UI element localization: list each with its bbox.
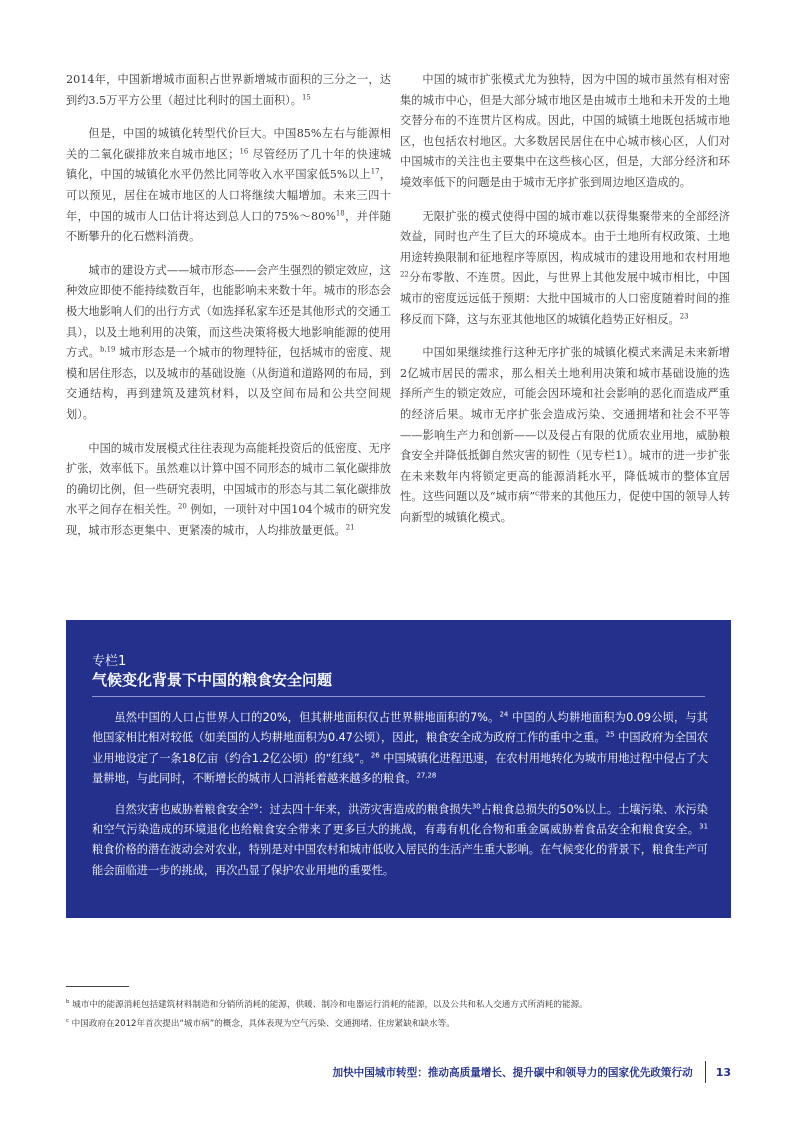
paragraph [400, 70, 730, 194]
paragraph [66, 439, 391, 542]
text-run: ，可以预见，居住在城市地区的人口将继续大幅增加。未来三四十年，中国的城市人口估计将达到总人口的75%～80% [66, 168, 391, 223]
text-run: 但是，中国的城镇化转型代价巨大。中国85%左右与能源相关的二氧化碳排放来自城市地区； [66, 127, 391, 161]
text-run: ：过去四十年来，洪涝灾害造成的粮食损失 [258, 802, 472, 816]
paragraph [66, 124, 391, 248]
citation-marker: c [66, 1018, 69, 1025]
text-run: 中国政府在2012年首次提出“城市病”的概念，具体表现为空气污染、交通拥堵、住房紧缺和缺水等。 [68, 1019, 455, 1029]
citation-marker: 30 [471, 801, 481, 810]
citation-marker: 20 [178, 502, 187, 511]
text-run: 2014年，中国新增城市面积占世界新增城市面积的三分之一，达到约3.5万平方公里（超过比利时的国土面积）。 [66, 73, 391, 107]
left-column [66, 70, 391, 554]
text-run: 例如，一项针对中国104个城市的研究发现，城市形态更集中、更紧凑的城市，人均排放量更低。 [66, 503, 391, 537]
text-run: 中国如果继续推行这种无序扩张的城镇化模式来满足未来新增2亿城市居民的需求，那么相关土地利用决策和城市基础设施的选择所产生的锁定效应，可能会因环境和社会影响的恶化而造成严重的经济后果。城市无序扩张会造成污染、交通拥堵和社会不平等——影响生产力和创新——以及侵占有限的优质农业用地，威胁粮食安全并降低抵御自然灾害的韧性（见专栏1）。城市的进一步扩张在未来数年内将锁定更高的能源消耗水平，降低城市的整体宜居性。这些问题以及“城市病” [400, 346, 730, 504]
citation-marker: c [535, 489, 539, 498]
footer-title: 加快中国城市转型：推动高质量增长、提升碳中和领导力的国家优先政策行动 [332, 1066, 693, 1079]
citation-marker: 24 [499, 710, 509, 719]
citation-marker: 21 [345, 523, 355, 532]
paragraph [400, 343, 730, 528]
text-run: 分布零散、不连贯。因此，与世界上其他发展中城市相比，中国城市的密度远远低于预期：大批中国城市的人口密度随着时间的推移反而下降，这与东亚其他地区的城镇化趋势正好相反。 [400, 271, 730, 326]
footnote-c [66, 1015, 736, 1034]
text-run: 尽管经历了几十年的快速城镇化，中国的城镇化水平仍然比同等收入水平国家低5%以上 [66, 147, 391, 182]
sidebar-box [66, 620, 731, 918]
text-run: 城市的建设方式——城市形态——会产生强烈的锁定效应，这种效应即使不能持续数百年，也能影响未来数十年。城市的形态会极大地影响人们的出行方式（如选择私家车还是其他形式的交通工具），以及土地利用的决策，而这些决策将极大地影响能源的使用方式。 [66, 263, 391, 360]
paragraph [66, 70, 391, 111]
page-footer [333, 1061, 732, 1083]
citation-marker: 31 [699, 822, 708, 831]
footnote-b [66, 996, 736, 1015]
box-label: 专栏1 [92, 654, 127, 669]
paragraph [66, 261, 391, 426]
citation-marker: 18 [335, 208, 345, 217]
right-column [400, 70, 730, 541]
footer-separator [705, 1061, 706, 1083]
citation-marker: b,19 [100, 345, 116, 354]
text-run: 中国城镇化进程迅速，在农村用地转化为城市用地过程中侵占了大量耕地，与此同时，不断增长的城市人口消耗着越来越多的粮食。 [92, 751, 708, 786]
text-run: 中国的城市扩张模式尤为独特，因为中国的城市虽然有相对密集的城市中心，但是大部分城市地区是由城市土地和未开发的土地交替分布的不连贯片区构成。因此，中国的城镇土地既包括城市地区，也包括农村地区。大多数居民居住在中心城市核心区，人们对中国城市的关注也主要集中在这些核心区，但是，大部分经济和环境效率低下的问题是由于城市无序扩张到周边地区造成的。 [400, 73, 730, 189]
text-run: 无限扩张的模式使得中国的城市难以获得集聚带来的全部经济效益，同时也产生了巨大的环境成本。由于土地所有权政策、土地用途转换限制和征地程序等原因，构成城市的建设用地和农村用地 [400, 209, 730, 264]
citation-marker: 25 [605, 730, 615, 739]
text-run: 中国的城市发展模式往往表现为高能耗投资后的低密度、无序扩张，效率低下。虽然难以计算中国不同形态的城市二氧化碳排放的确切比例，但一些研究表明，中国城市的形态与其二氧化碳排放水平之间存在相关性。 [66, 441, 391, 517]
text-run: ，并伴随不断攀升的化石燃料消费。 [66, 209, 391, 244]
citation-marker: 23 [679, 311, 689, 320]
citation-marker: 29 [249, 801, 259, 810]
citation-marker: 17 [370, 167, 380, 176]
box-paragraph [92, 800, 708, 882]
page-number: 13 [715, 1065, 731, 1079]
box-divider [92, 696, 705, 697]
paragraph [400, 207, 730, 331]
citation-marker: 26 [370, 751, 380, 760]
box-body [92, 708, 708, 891]
footnote-divider [66, 986, 129, 987]
text-run: 带来的其他压力，促使中国的领导人转向新型的城镇化模式。 [400, 490, 730, 524]
text-run: 占粮食总损失的50%以上。土壤污染、水污染和空气污染造成的环境退化也给粮食安全带来了更多巨大的挑战，有毒有机化合物和重金属威胁着食品安全和粮食安全。 [92, 802, 708, 837]
citation-marker: 16 [239, 147, 249, 156]
text-run: 中国的人均耕地面积为0.09公顷，与其他国家相比相对较低（如美国的人均耕地面积为0.47公顷），因此，粮食安全成为政府工作的重中之重。 [92, 711, 708, 745]
text-run: 城市中的能源消耗包括建筑材料制造和分销所消耗的能源，供暖、制冷和电器运行消耗的能源，以及公共和私人交通方式所消耗的能源。 [69, 1000, 588, 1010]
citation-marker: 22 [400, 270, 409, 279]
text-run: 粮食价格的潜在波动会对农业，特别是对中国农村和城市低收入居民的生活产生重大影响。在气候变化的背景下，粮食生产可能会面临进一步的挑战，再次凸显了保护农业用地的重要性。 [92, 843, 708, 877]
text-run: 虽然中国的人口占世界人口的20%，但其耕地面积仅占世界耕地面积的7%。 [114, 711, 500, 724]
citation-marker: b [66, 999, 70, 1006]
box-title: 气候变化背景下中国的粮食安全问题 [92, 671, 333, 689]
footnotes [66, 996, 736, 1034]
text-run: 自然灾害也威胁着粮食安全 [114, 802, 250, 816]
citation-marker: 27,28 [416, 771, 437, 780]
citation-marker: 15 [301, 92, 311, 101]
box-paragraph [92, 708, 708, 790]
text-run: 中国政府为全国农业用地设定了一条18亿亩（约合1.2亿公顷）的“红线”。 [92, 731, 709, 765]
text-run: 城市形态是一个城市的物理特征，包括城市的密度、规模和居住形态，以及城市的基础设施（从街道和道路网的布局，到交通结构，再到建筑及建筑材料，以及空间布局和公共空间规划）。 [66, 346, 391, 421]
